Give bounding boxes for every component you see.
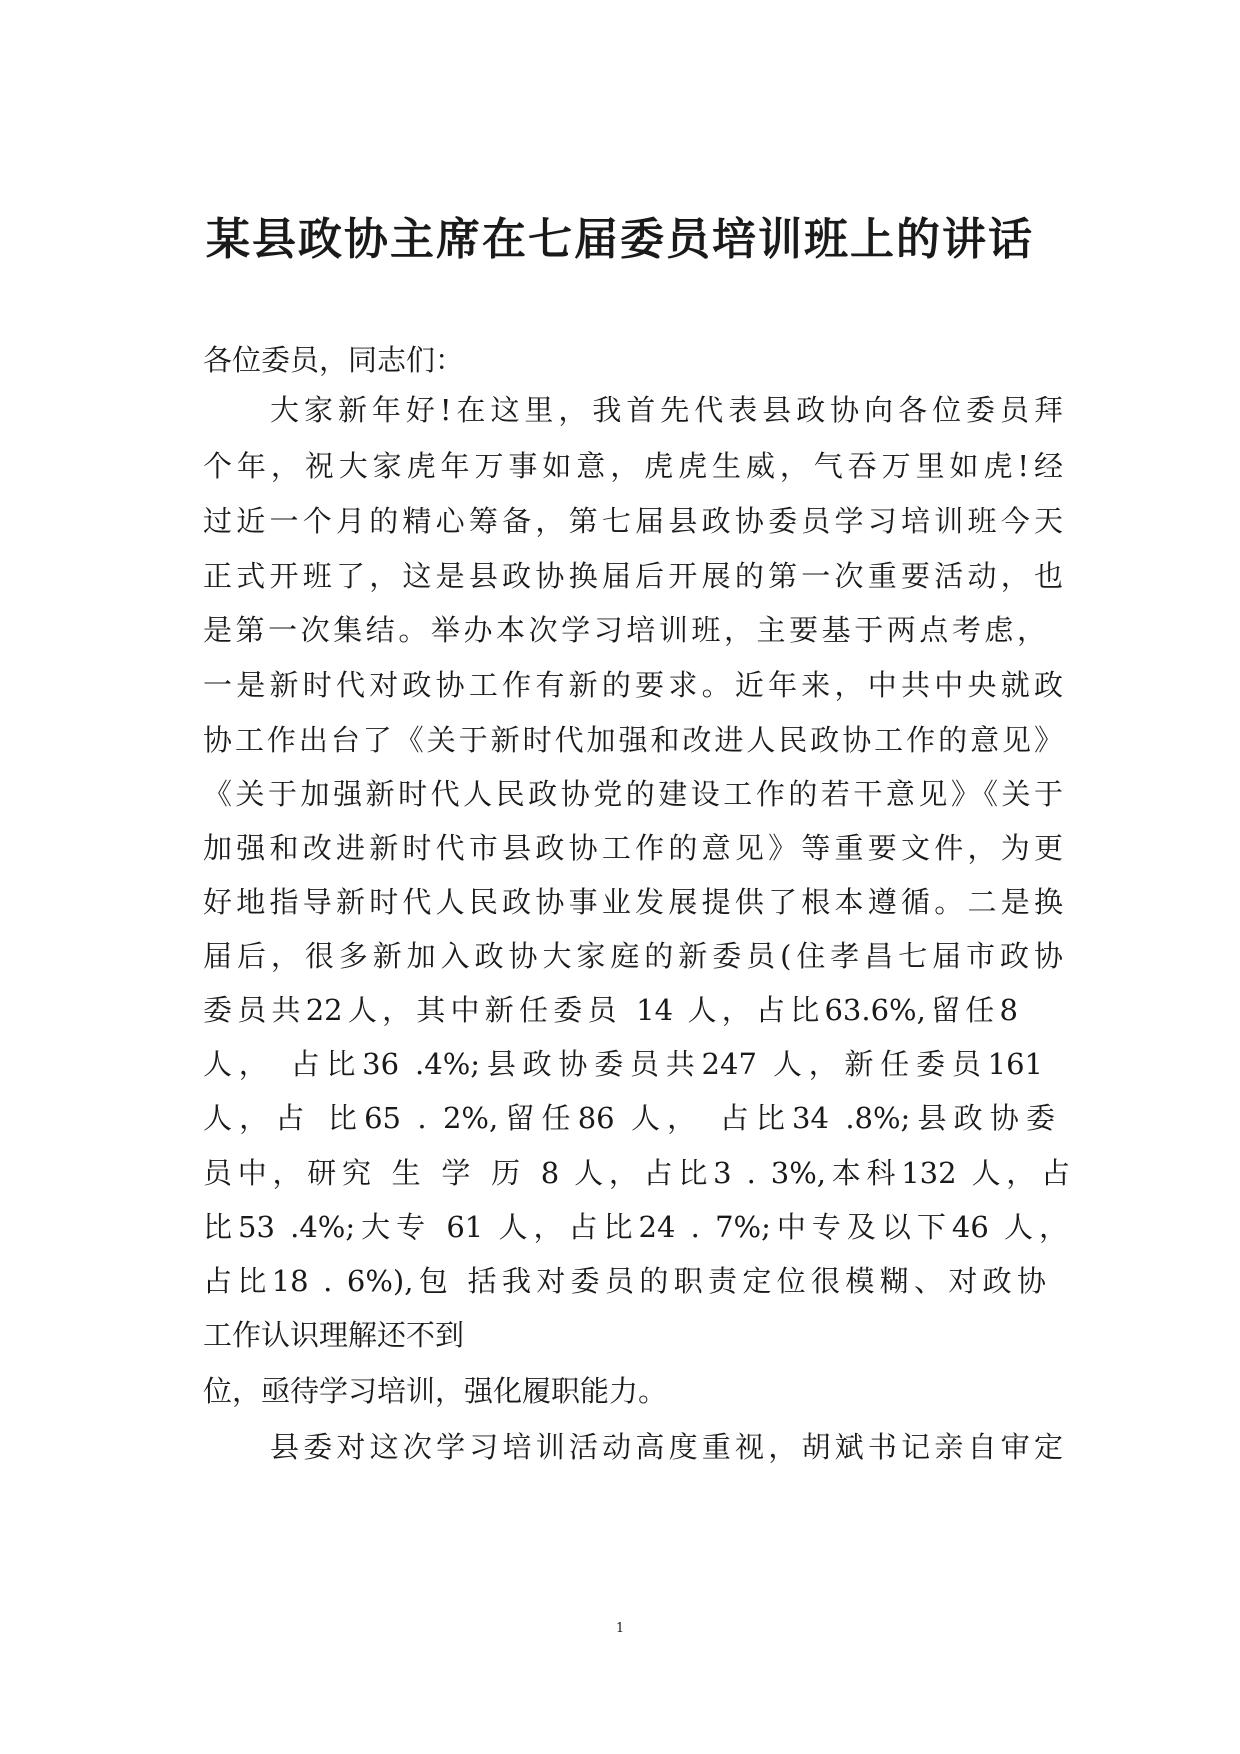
body-line-10: 好地指导新时代人民政协事业发展提供了根本遵循。二是换: [203, 885, 1063, 919]
body-line-20: 县委对这次学习培训活动高度重视，胡斌书记亲自审定: [270, 1430, 1063, 1464]
body-line-6: 一是新时代对政协工作有新的要求。近年来，中共中央就政: [203, 668, 1063, 702]
body-line-18: 工作认识理解还不到: [203, 1318, 465, 1352]
body-line-1: 大家新年好!在这里，我首先代表县政协向各位委员拜: [270, 393, 1063, 427]
body-line-3: 过近一个月的精心筹备，第七届县政协委员学习培训班今天: [203, 504, 1063, 538]
body-line-15: 员中，研究 生 学 历 8 人，占比3 . 3%,本科132 人，占: [203, 1156, 1070, 1190]
document-title: 某县政协主席在七届委员培训班上的讲话: [206, 214, 1034, 265]
body-line-16: 比53 .4%;大专 61 人，占比24 . 7%;中专及以下46 人，: [203, 1210, 1068, 1244]
body-line-14: 人，占 比65 . 2%,留任86 人， 占比34 .8%;县政协委: [203, 1101, 1055, 1135]
body-line-7: 协工作出台了《关于新时代加强和改进人民政协工作的意见》: [203, 723, 1063, 757]
body-line-17: 占比18 . 6%),包 括我对委员的职责定位很模糊、对政协: [203, 1264, 1046, 1298]
body-line-11: 届后，很多新加入政协大家庭的新委员(住孝昌七届市政协: [203, 939, 1063, 973]
body-line-2: 个年，祝大家虎年万事如意，虎虎生威，气吞万里如虎!经: [203, 449, 1063, 483]
body-line-19: 位，亟待学习培训，强化履职能力。: [203, 1374, 668, 1408]
body-line-5: 是第一次集结。举办本次学习培训班，主要基于两点考虑，: [203, 613, 1046, 647]
body-line-12: 委员共22人，其中新任委员 14 人，占比63.6%,留任8: [203, 993, 1018, 1027]
body-line-4: 正式开班了，这是县政协换届后开展的第一次重要活动，也: [203, 559, 1063, 593]
body-line-13: 人， 占比36 .4%;县政协委员共247 人，新任委员161: [203, 1047, 1043, 1081]
body-line-9: 加强和改进新时代市县政协工作的意见》等重要文件，为更: [203, 831, 1063, 865]
page-number: 1: [615, 1621, 625, 1636]
body-line-8: 《关于加强新时代人民政协党的建设工作的若干意见》《关于: [203, 777, 1063, 811]
salutation: 各位委员，同志们：: [203, 343, 465, 377]
